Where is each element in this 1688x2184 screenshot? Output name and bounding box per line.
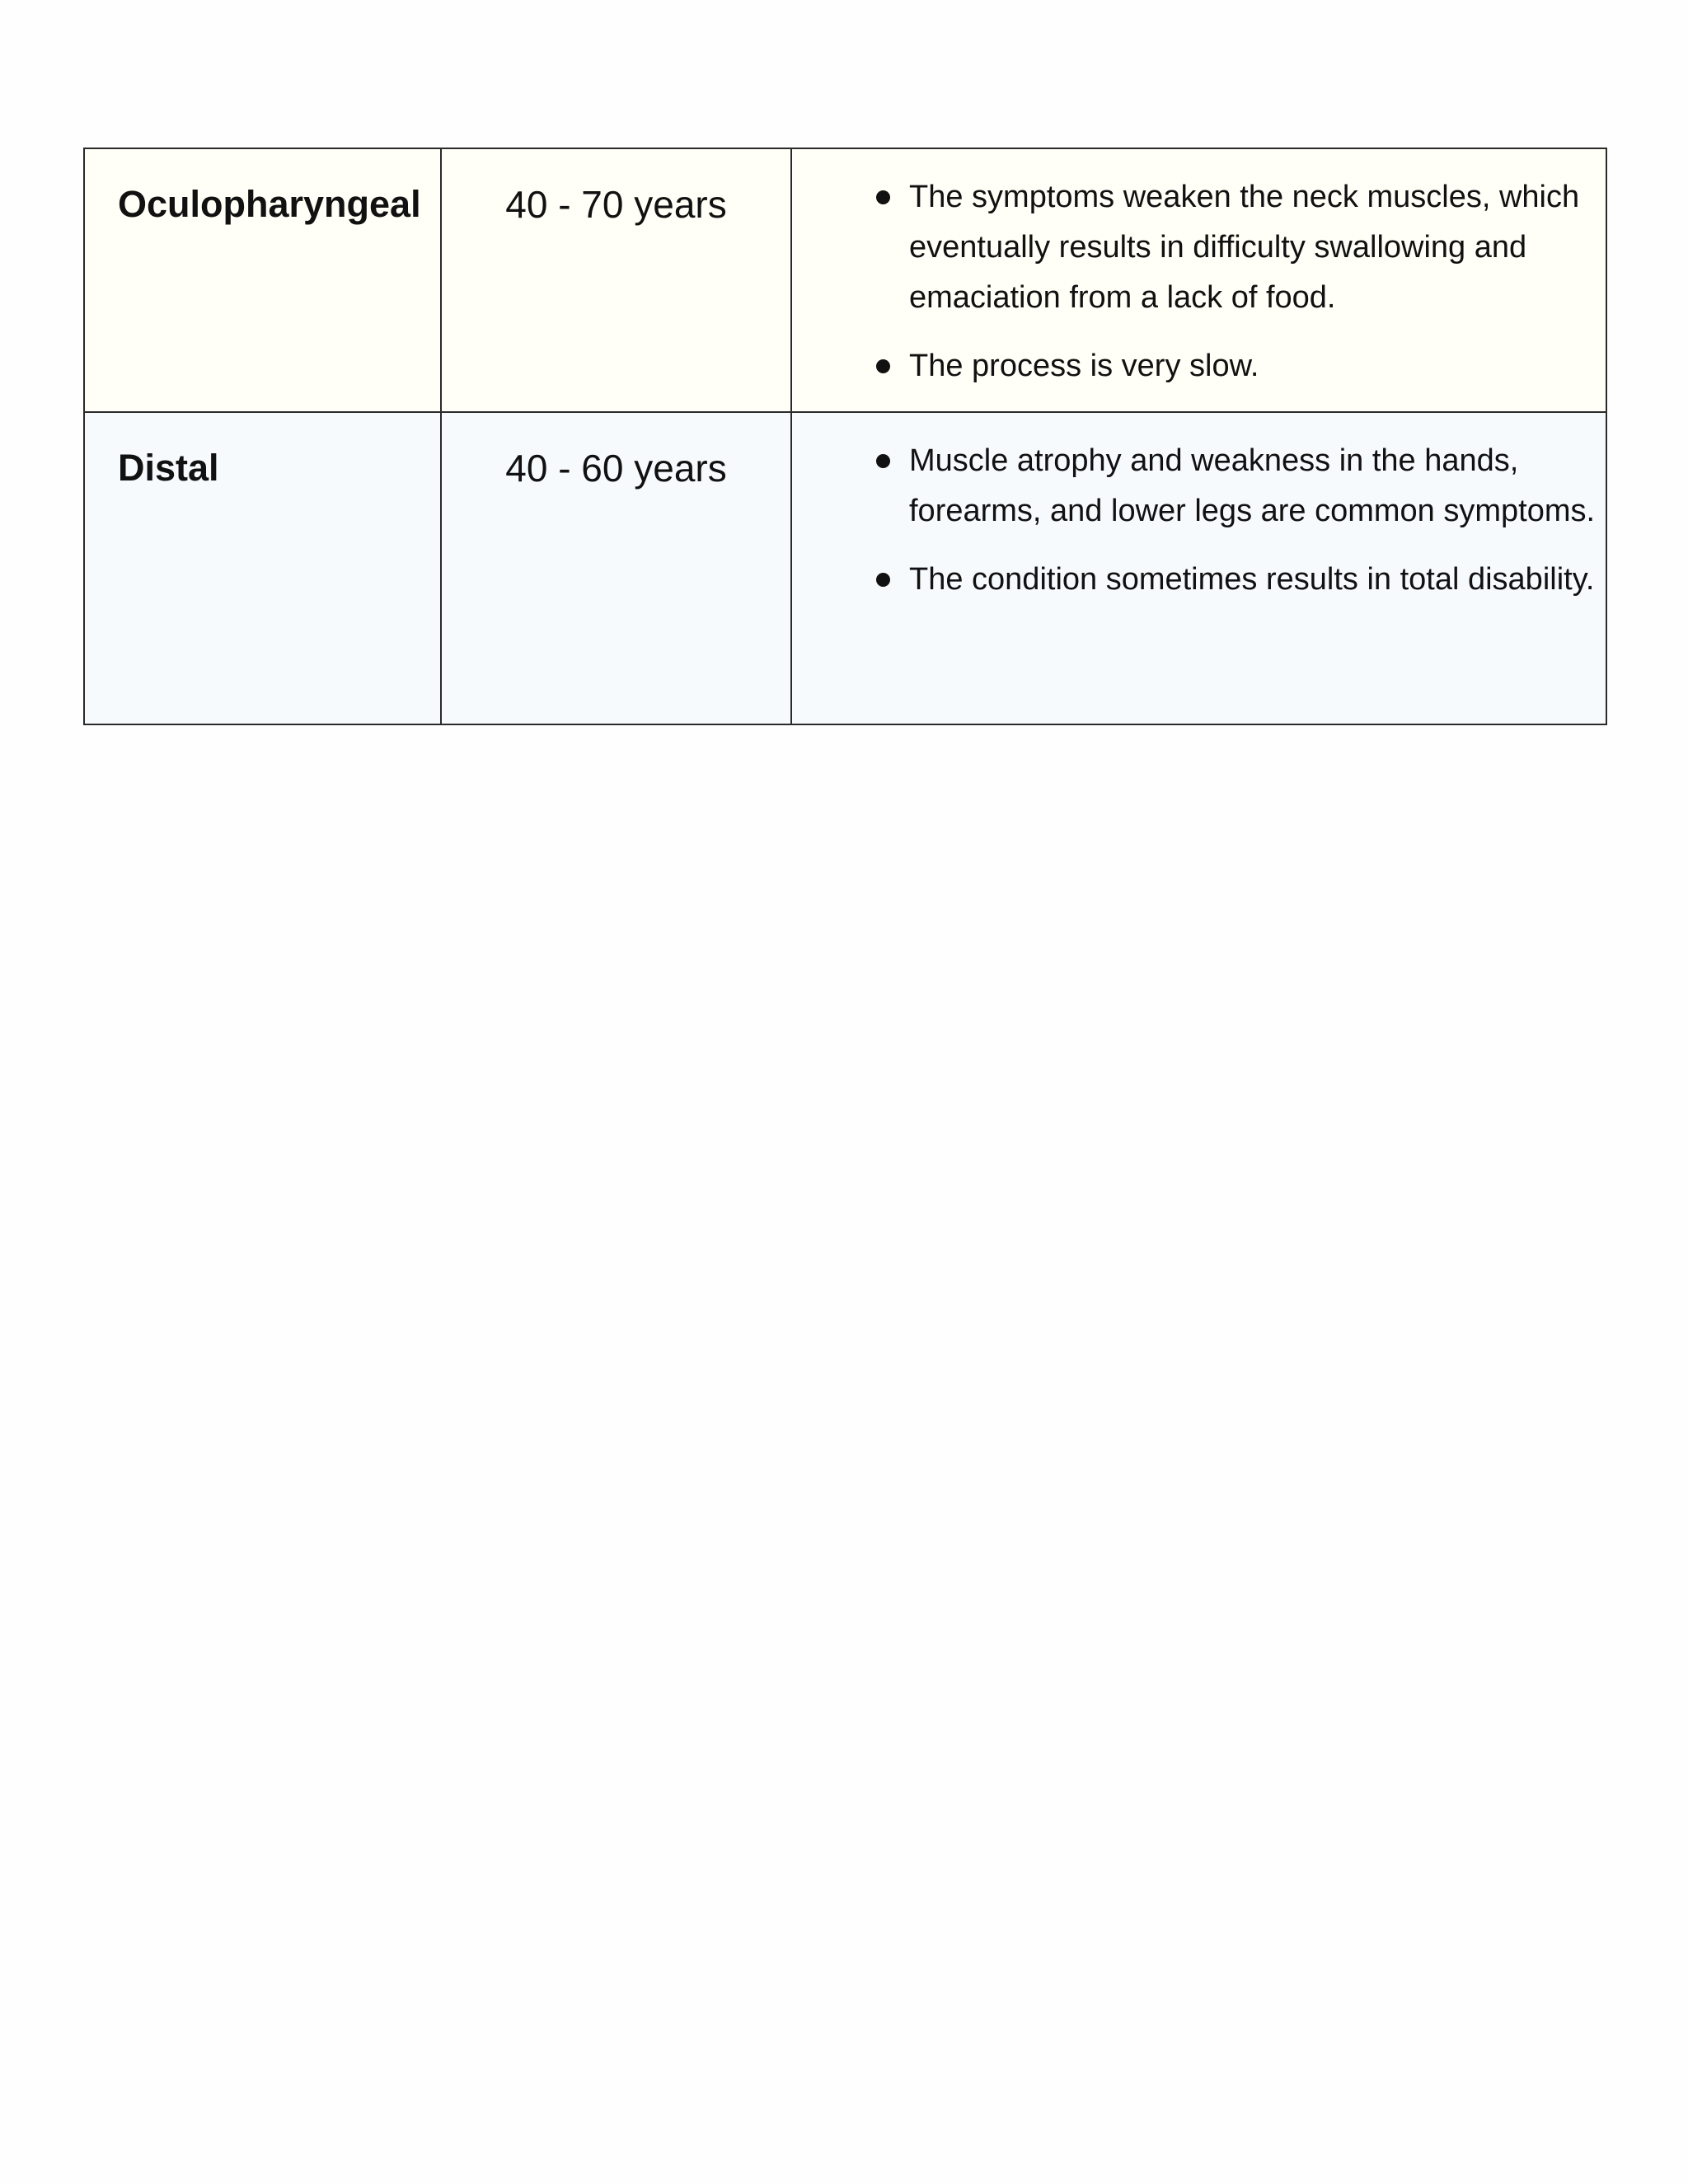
symptom-list [792,149,1606,391]
list-item [909,555,1597,605]
type-cell [84,412,441,724]
symptom-text: The symptoms weaken the neck muscles, which eventually results in difficulty swallowing and emaciation from a lack of food. [909,180,1580,315]
type-name: Oculopharyngeal [118,183,421,225]
symptoms-cell [791,412,1606,724]
list-item [909,172,1597,323]
table-row [84,148,1606,412]
bullet-icon [876,359,890,373]
age-range: 40 - 60 years [505,447,727,490]
age-range: 40 - 70 years [505,183,727,226]
bullet-icon [876,573,890,587]
symptom-text: The condition sometimes results in total disability. [909,562,1595,597]
list-item [909,341,1597,391]
symptom-list [792,413,1606,605]
type-cell [84,148,441,412]
symptom-text: The process is very slow. [909,349,1259,383]
type-name: Distal [118,447,219,489]
table-row [84,412,1606,724]
bullet-icon [876,190,890,204]
symptom-text: Muscle atrophy and weakness in the hands, forearms, and lower legs are common symptoms. [909,443,1596,528]
age-cell [441,148,791,412]
bullet-icon [876,454,890,468]
symptoms-cell [791,148,1606,412]
age-cell [441,412,791,724]
list-item [909,436,1597,537]
dystrophy-table [83,148,1607,725]
